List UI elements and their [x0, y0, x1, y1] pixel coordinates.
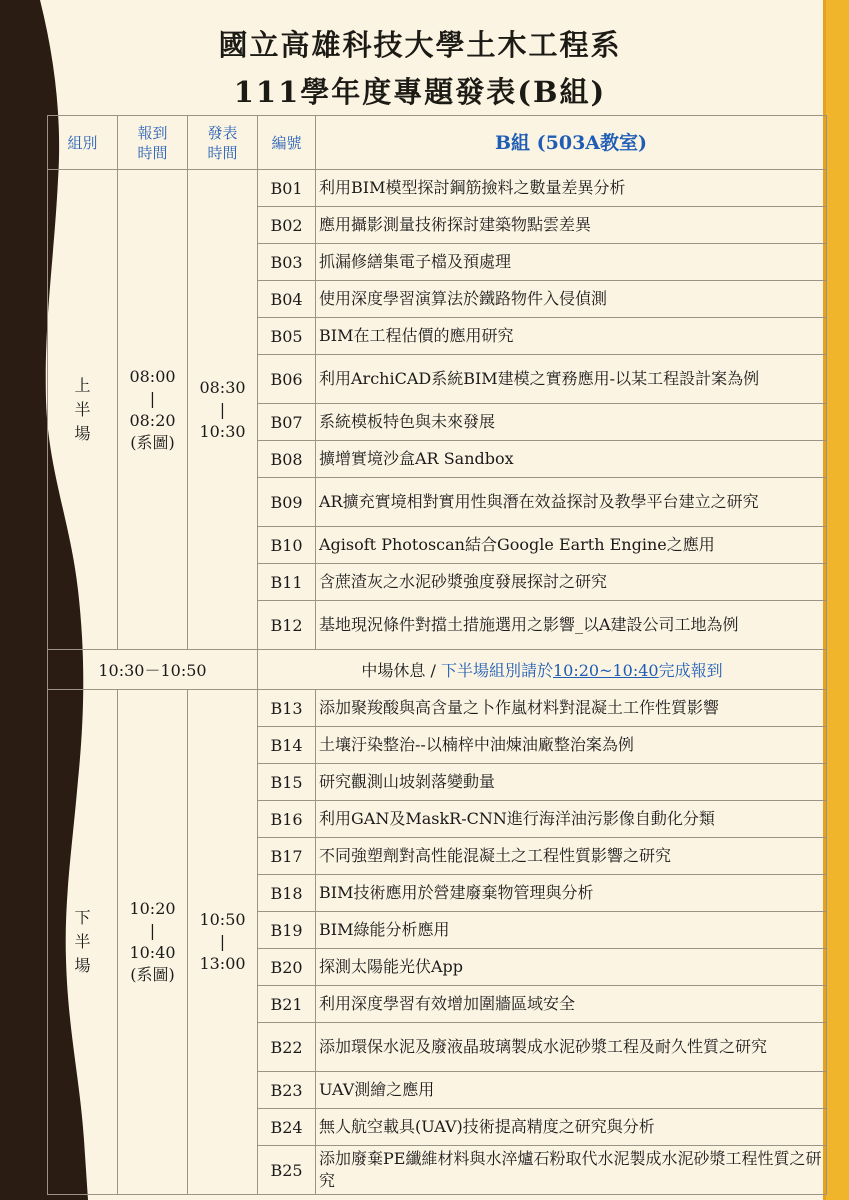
morning-section	[48, 170, 827, 650]
header-checkin	[118, 116, 188, 170]
decorative-right-band	[826, 0, 849, 1200]
page-subtitle: 111學年度專題發表(B組)	[233, 75, 607, 109]
topic-title: 含蔗渣灰之水泥砂漿強度發展探討之研究	[316, 564, 827, 601]
topic-code: B22	[258, 1023, 316, 1072]
topic-title: 研究觀測山坡剝落變動量	[316, 764, 827, 801]
topic-title: 系統模板特色與未來發展	[316, 404, 827, 441]
topic-title: 添加環保水泥及廢液晶玻璃製成水泥砂漿工程及耐久性質之研究	[316, 1023, 827, 1072]
topic-code: B10	[258, 527, 316, 564]
topic-code: B24	[258, 1109, 316, 1146]
topic-title: 基地現況條件對擋土措施選用之影響_以A建設公司工地為例	[316, 601, 827, 650]
topic-title: 利用深度學習有效增加圍牆區域安全	[316, 986, 827, 1023]
topic-title: 土壤汙染整治--以楠梓中油煉油廠整治案為例	[316, 727, 827, 764]
header-present-line1: 發表	[207, 123, 238, 142]
break-row	[48, 650, 827, 690]
topic-code: B21	[258, 986, 316, 1023]
header-group: 組別	[48, 116, 118, 170]
topic-code: B09	[258, 478, 316, 527]
topic-code: B23	[258, 1072, 316, 1109]
topic-title: 擴增實境沙盒AR Sandbox	[316, 441, 827, 478]
topic-code: B06	[258, 355, 316, 404]
topic-code: B16	[258, 801, 316, 838]
afternoon-present-time	[188, 690, 258, 1195]
topic-title: 抓漏修繕集電子檔及預處理	[316, 244, 827, 281]
topic-code: B15	[258, 764, 316, 801]
afternoon-section	[48, 690, 827, 1195]
session-char: 上	[74, 375, 91, 395]
checkin-line: 10:40	[129, 943, 176, 962]
topic-code: B25	[258, 1146, 316, 1195]
morning-session-label	[48, 170, 118, 650]
present-line: 10:50	[199, 910, 246, 929]
session-char: 下	[74, 908, 91, 927]
header-code: 編號	[258, 116, 316, 170]
session-char: 半	[74, 932, 91, 951]
afternoon-session-label	[48, 690, 118, 1195]
schedule-table	[47, 115, 827, 1195]
topic-title: 使用深度學習演算法於鐵路物件入侵偵測	[316, 281, 827, 318]
topic-code: B01	[258, 170, 316, 207]
topic-title: 利用ArchiCAD系統BIM建模之實務應用-以某工程設計案為例	[316, 355, 827, 404]
break-section	[48, 650, 827, 690]
break-note-time: 10:20~10:40	[552, 661, 659, 680]
topic-code: B05	[258, 318, 316, 355]
topic-code: B04	[258, 281, 316, 318]
topic-code: B14	[258, 727, 316, 764]
topic-code: B03	[258, 244, 316, 281]
afternoon-checkin-time	[118, 690, 188, 1195]
break-label: 中場休息 /	[361, 661, 441, 680]
topic-title: 應用攝影測量技術探討建築物點雲差異	[316, 207, 827, 244]
header-present-line2: 時間	[207, 143, 238, 162]
topic-title: BIM技術應用於營建廢棄物管理與分析	[316, 875, 827, 912]
topic-title: 添加聚羧酸與高含量之卜作嵐材料對混凝土工作性質影響	[316, 690, 827, 727]
present-line: 08:30	[199, 377, 246, 397]
topic-title: 利用GAN及MaskR-CNN進行海洋油污影像自動化分類	[316, 801, 827, 838]
table-row	[48, 170, 827, 207]
break-note-suffix: 完成報到	[658, 661, 723, 680]
session-char: 場	[74, 423, 91, 443]
checkin-line: 10:20	[129, 899, 176, 918]
header-present	[188, 116, 258, 170]
morning-checkin-time	[118, 170, 188, 650]
topic-code: B17	[258, 838, 316, 875]
topic-title: BIM在工程估價的應用研究	[316, 318, 827, 355]
topic-title: 添加廢棄PE纖維材料與水淬爐石粉取代水泥製成水泥砂漿工程性質之研究	[316, 1146, 827, 1195]
present-line: |	[219, 932, 226, 951]
topic-code: B19	[258, 912, 316, 949]
present-line: 13:00	[199, 954, 246, 973]
topic-title: 探測太陽能光伏App	[316, 949, 827, 986]
topic-title: AR擴充實境相對實用性與潛在效益探討及教學平台建立之研究	[316, 478, 827, 527]
checkin-line: |	[149, 921, 156, 940]
session-char: 半	[74, 399, 91, 419]
topic-code: B20	[258, 949, 316, 986]
header-checkin-line2: 時間	[137, 143, 168, 162]
present-line: 10:30	[199, 421, 246, 441]
topic-code: B08	[258, 441, 316, 478]
topic-code: B13	[258, 690, 316, 727]
break-note	[258, 650, 827, 690]
page-title: 國立高雄科技大學土木工程系	[218, 28, 622, 62]
checkin-line: |	[149, 388, 156, 408]
topic-code: B11	[258, 564, 316, 601]
topic-code: B12	[258, 601, 316, 650]
table-row	[48, 690, 827, 727]
header-checkin-line1: 報到	[137, 123, 168, 142]
topic-code: B18	[258, 875, 316, 912]
session-char: 場	[74, 956, 91, 975]
topic-title: 利用BIM模型探討鋼筋撿料之數量差異分析	[316, 170, 827, 207]
topic-code: B02	[258, 207, 316, 244]
topic-title: 無人航空載具(UAV)技術提高精度之研究與分析	[316, 1109, 827, 1146]
checkin-line: 08:00	[129, 366, 176, 386]
checkin-line: (系圖)	[130, 432, 175, 452]
morning-present-time	[188, 170, 258, 650]
checkin-line: (系圖)	[130, 965, 175, 984]
break-note-prefix: 下半場組別請於	[440, 661, 553, 680]
topic-title: BIM綠能分析應用	[316, 912, 827, 949]
table-header-row	[48, 116, 827, 170]
topic-code: B07	[258, 404, 316, 441]
header-room: B組 (503A教室)	[316, 116, 827, 170]
break-time: 10:30－10:50	[48, 650, 258, 690]
checkin-line: 08:20	[129, 410, 176, 430]
topic-title: 不同強塑劑對高性能混凝土之工程性質影響之研究	[316, 838, 827, 875]
topic-title: Agisoft Photoscan結合Google Earth Engine之應用	[316, 527, 827, 564]
topic-title: UAV測繪之應用	[316, 1072, 827, 1109]
present-line: |	[219, 399, 226, 419]
